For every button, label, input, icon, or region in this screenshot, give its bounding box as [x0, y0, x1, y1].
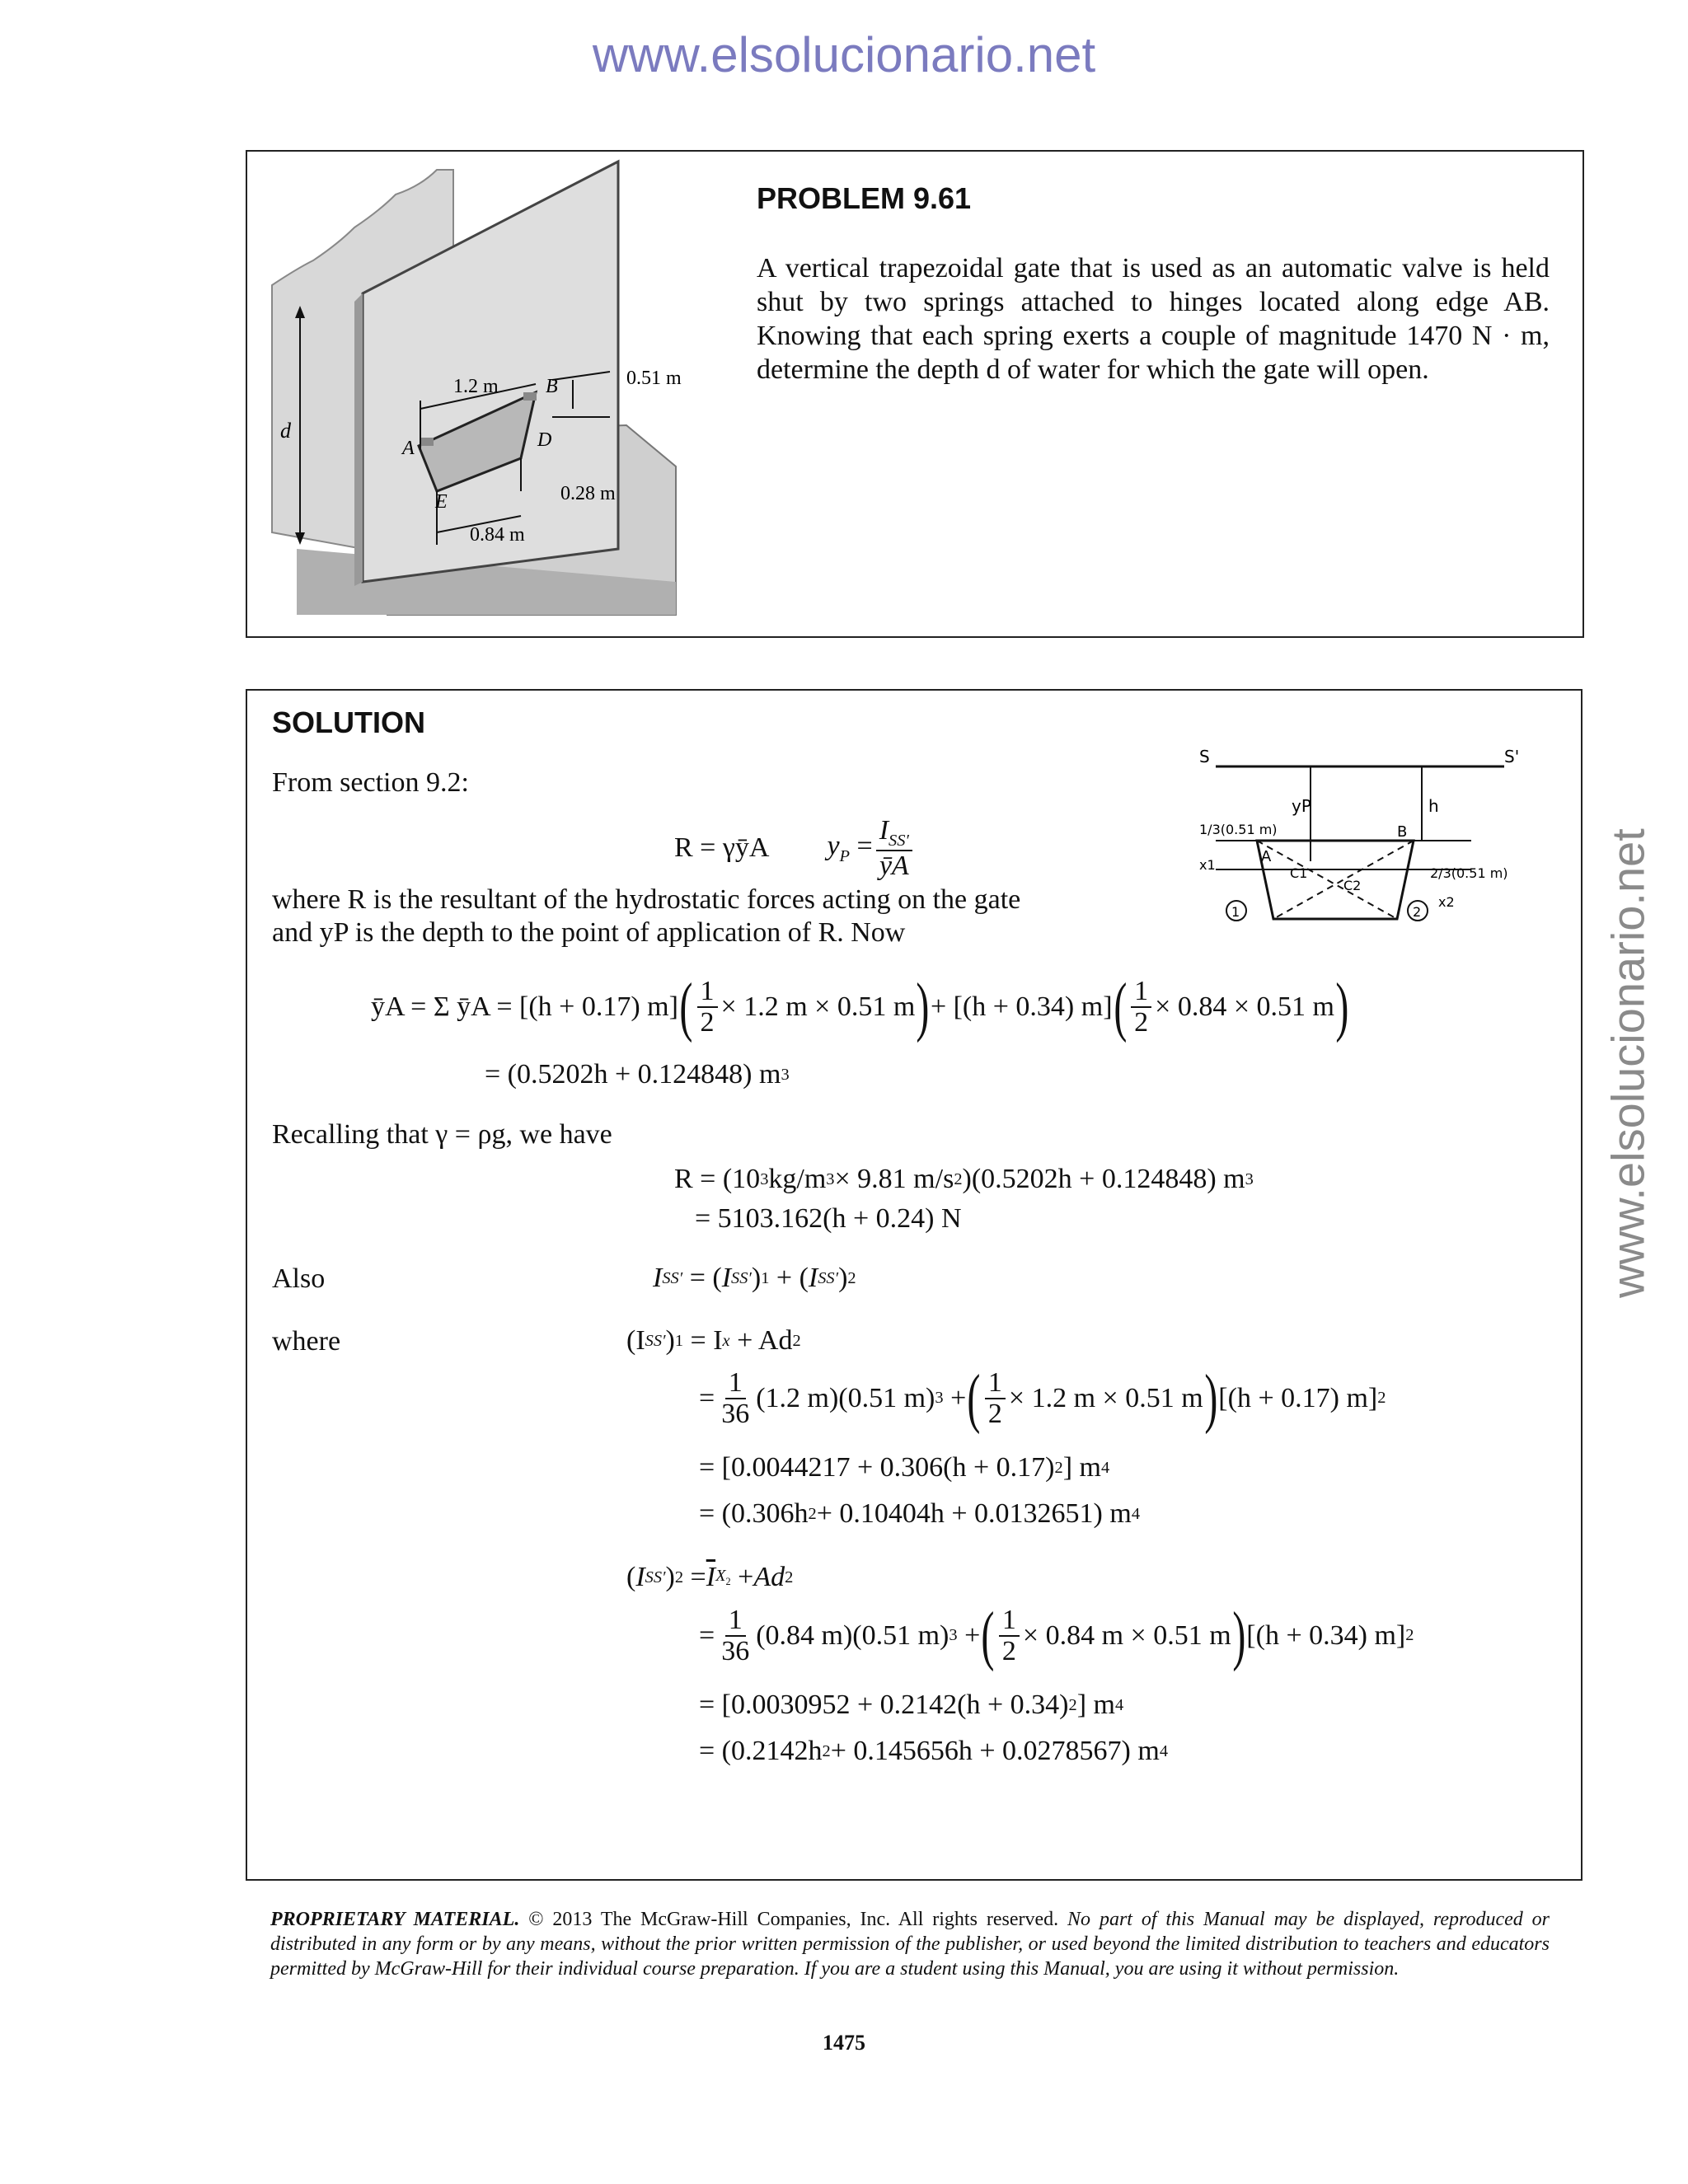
eq-ya-result: = (0.5202h + 0.124848) m 3 [485, 1059, 790, 1090]
eq-r: R = γȳA [674, 832, 770, 864]
label-offset: 0.28 m [560, 483, 616, 504]
eq-i1-r1: = [0.0044217 + 0.306(h + 0.17) 2 ] m 4 [699, 1452, 1110, 1483]
sketch-x2: x2 [1438, 894, 1455, 910]
label-bottom-width: 0.84 m [470, 524, 525, 546]
sketch-third: 1/3(0.51 m) [1199, 822, 1278, 837]
solution-intro: From section 9.2: [272, 767, 469, 798]
watermark-top: www.elsolucionario.net [592, 27, 1096, 82]
label-d: d [280, 419, 291, 443]
problem-figure [264, 153, 692, 623]
eq-i2: ( I SS′ ) 2 = $\overline{I}$ $X_2$ + Ad 2 [626, 1562, 794, 1592]
recall-line: Recalling that γ = ρg, we have [272, 1119, 612, 1150]
sketch-two: 2 [1413, 904, 1422, 920]
where-line-1: where R is the resultant of the hydrostatic forces acting on the gate [272, 884, 1021, 915]
eq-resultant [674, 816, 916, 881]
eq-r-value: R = (10 3 kg/m 3 × 9.81 m/s 2 )(0.5202h + 0.124848) m 3 [674, 1164, 1254, 1194]
where-line-2: and yP is the depth to the point of application of R. Now [272, 917, 906, 948]
sketch-yp: yP [1292, 796, 1311, 816]
sketch-a: A [1261, 848, 1272, 865]
sketch-two-thirds: 2/3(0.51 m) [1430, 865, 1508, 881]
eq-i1-r2: = (0.306h 2 + 0.10404h + 0.0132651) m 4 [699, 1498, 1141, 1529]
footer-copyright: PROPRIETARY MATERIAL. © 2013 The McGraw-Hill Companies, Inc. All rights reserved. No part of this Manual may be displayed, reproduced or distributed in any form or by any means, without the prior written permission of the publisher, or used beyond the limited distribution to teachers and educators permitted by McGraw-Hill for their individual course preparation. If you are a student using this Manual, you are using it without permission. [270, 1909, 1550, 1980]
sketch-c2: C2 [1343, 878, 1362, 893]
hinge-a [420, 438, 434, 446]
eq-i2-r1: = [0.0030952 + 0.2142(h + 0.34) 2 ] m 4 [699, 1690, 1124, 1720]
hinge-b [523, 392, 537, 401]
eq-i2-expand: = $\frac{1}{36}$ (0.84 m)(0.51 m) 3 + ( $\frac{1}{2}$ × 0.84 m × 0.51 m ) [(h + 0.34) m] 2 [699, 1599, 1414, 1672]
problem-text: A vertical trapezoidal gate that is used as an automatic valve is held shut by two springs attached to hinges located along edge AB. Knowing that each spring exerts a couple of magnitude 1470 N · m, determine the depth d of water for which the gate will open. [757, 253, 1550, 385]
sketch-trapezoid [1257, 841, 1414, 919]
sketch-b: B [1397, 823, 1408, 841]
label-height: 0.51 m [626, 368, 682, 389]
label-top-width: 1.2 m [453, 376, 499, 397]
sketch-h: h [1428, 796, 1439, 816]
eq-i1: (I SS′ ) 1 = I x + Ad 2 [626, 1325, 801, 1356]
watermark-side: www.elsolucionario.net [1601, 828, 1654, 1298]
label-b: B [546, 376, 558, 397]
eq-ya: ȳA = Σ ȳA = [(h + 0.17) m] ( $\frac{1}{2}$ × 1.2 m × 0.51 m ) + [(h + 0.34) m] ( $\frac{1}{2}$ × 0.84 × 0.51 m ) [371, 970, 1349, 1043]
solution-title: SOLUTION [272, 705, 425, 739]
where-label: where [272, 1326, 341, 1357]
eq-yp-frac: $\frac{I_{SS'}}{ȳA}$ [876, 816, 912, 881]
sketch-one: 1 [1231, 904, 1240, 920]
label-e: E [435, 491, 448, 513]
eq-yp-lhs: $y_P$ = [827, 831, 873, 865]
label-d-point: D [537, 429, 552, 451]
sketch-s-prime: S' [1504, 747, 1520, 766]
problem-title: PROBLEM 9.61 [757, 181, 972, 215]
sketch-s: S [1199, 747, 1210, 766]
solution-sketch [1199, 746, 1529, 952]
label-a: A [402, 438, 415, 459]
eq-r-result: = 5103.162(h + 0.24) N [695, 1203, 962, 1234]
page-number: 1475 [823, 2031, 865, 2055]
also-label: Also [272, 1263, 326, 1294]
eq-iss-sum: I SS′ = ( I SS′ ) 1 + ( I SS′ ) 2 [653, 1263, 856, 1293]
wall-side [354, 293, 363, 586]
sketch-x1: x1 [1199, 857, 1216, 873]
eq-i2-r2: = (0.2142h 2 + 0.145656h + 0.0278567) m 4 [699, 1736, 1169, 1766]
sketch-c1: C1 [1290, 865, 1308, 881]
eq-i1-expand: = $\frac{1}{36}$ (1.2 m)(0.51 m) 3 + ( $\frac{1}{2}$ × 1.2 m × 0.51 m ) [(h + 0.17) m] 2 [699, 1361, 1386, 1435]
